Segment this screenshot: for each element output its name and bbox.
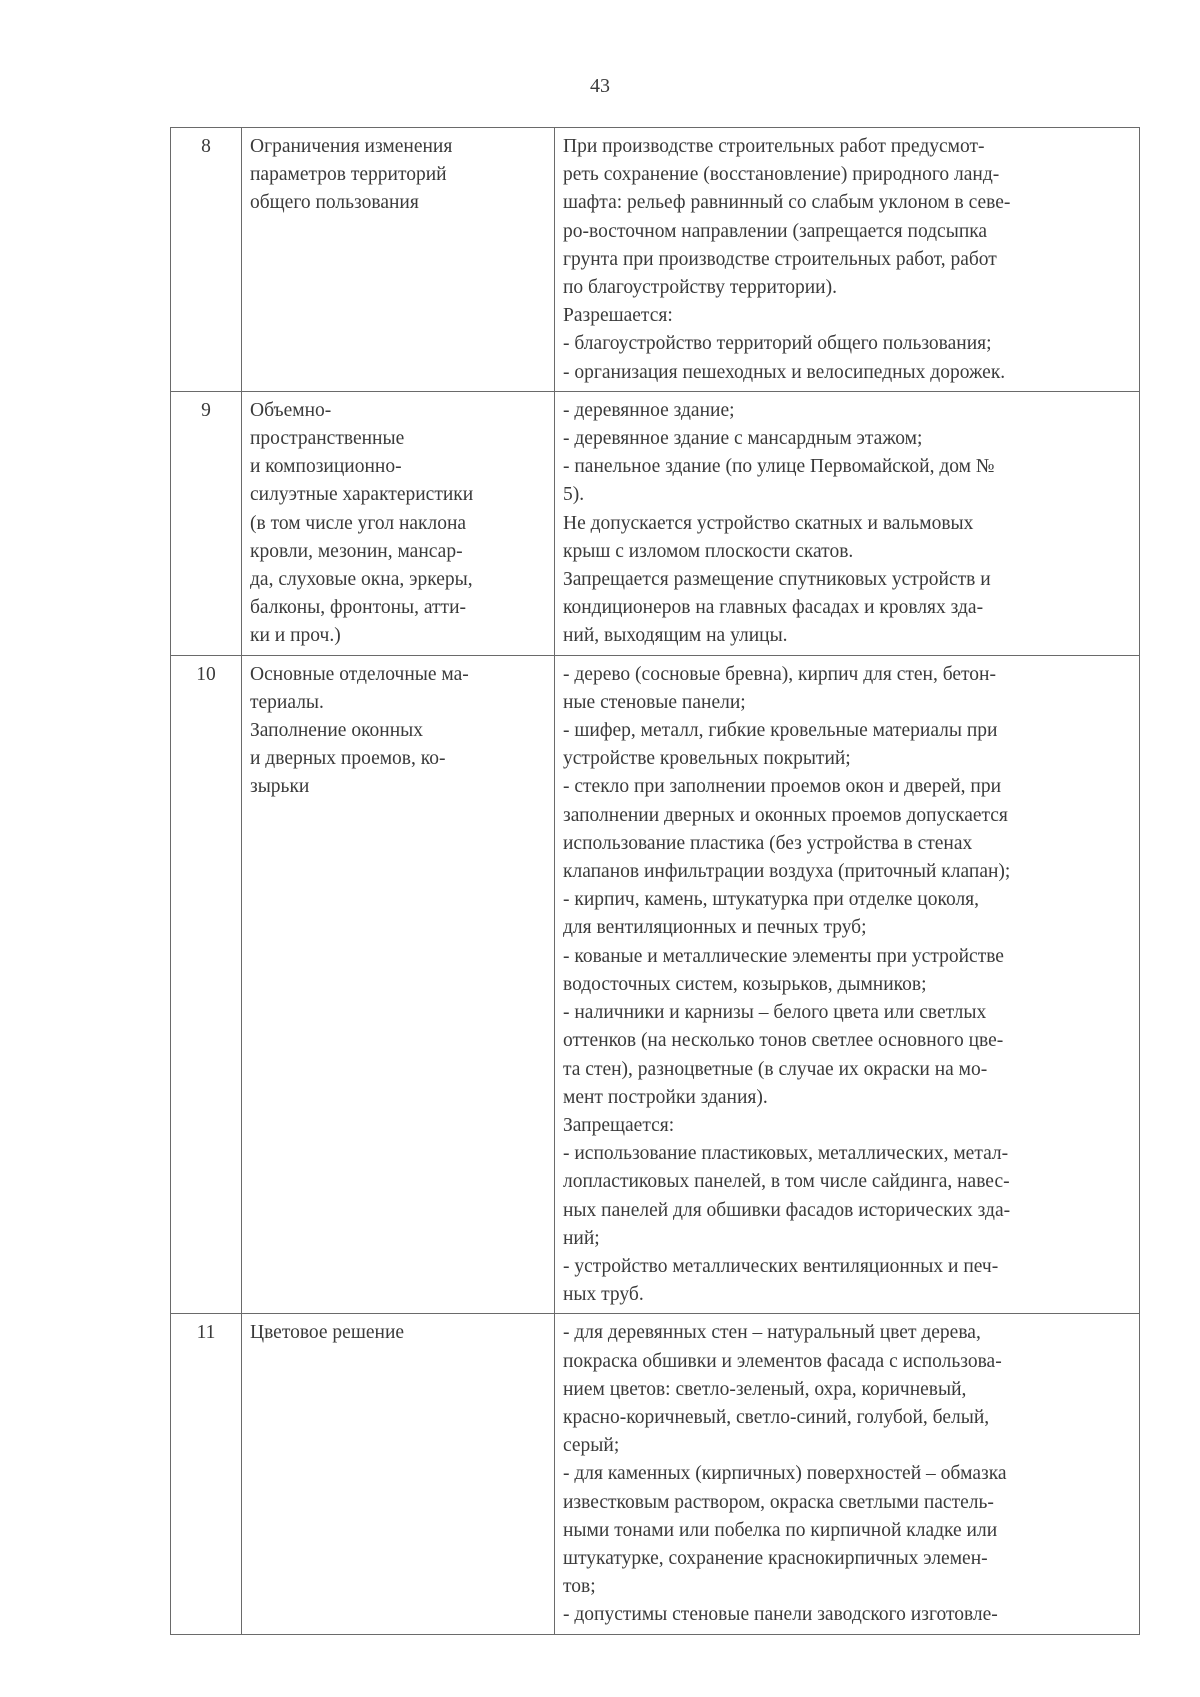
description-line: водосточных систем, козырьков, дымников;: [563, 973, 927, 995]
description-line: - деревянное здание;: [563, 399, 735, 421]
description-line: - использование пластиковых, металлических, метал-: [563, 1143, 1009, 1165]
table-body: [171, 128, 1140, 1635]
parameter-line: балконы, фронтоны, атти-: [250, 597, 466, 619]
description-line: лопластиковых панелей, в том числе сайдинга, навес-: [563, 1171, 1010, 1193]
parameter-cell: [242, 391, 555, 655]
parameter-line: ки и проч.): [250, 625, 341, 647]
description-line: - кованые и металлические элементы при устройстве: [563, 945, 1004, 967]
description-line: реть сохранение (восстановление) природного ланд-: [563, 164, 1000, 186]
parameter-line: Цветовое решение: [250, 1322, 405, 1344]
row-number-cell: 10: [171, 655, 242, 1314]
description-line: - допустимы стеновые панели заводского изготовле-: [563, 1604, 998, 1626]
description-line: крыш с изломом плоскости скатов.: [563, 540, 854, 562]
parameter-line: Заполнение оконных: [250, 720, 424, 742]
description-line: серый;: [563, 1435, 620, 1457]
parameter-line: силуэтные характеристики: [250, 484, 474, 506]
parameter-line: зырьки: [250, 776, 310, 798]
description-line: - стекло при заполнении проемов окон и дверей, при: [563, 776, 1002, 798]
description-line: - для каменных (кирпичных) поверхностей – обмазка: [563, 1463, 1007, 1485]
description-line: мент постройки здания).: [563, 1086, 768, 1108]
parameter-line: Основные отделочные ма-: [250, 663, 469, 685]
regulations-table: [170, 127, 1140, 1635]
parameter-line: (в том числе угол наклона: [250, 512, 467, 534]
parameter-cell: [242, 1314, 555, 1634]
description-line: клапанов инфильтрации воздуха (приточный клапан);: [563, 861, 1011, 883]
row-number-cell: 9: [171, 391, 242, 655]
table-row: [171, 128, 1140, 392]
description-line: Запрещается размещение спутниковых устройств и: [563, 569, 991, 591]
description-line: красно-коричневый, светло-синий, голубой, белый,: [563, 1406, 990, 1428]
description-line: та стен), разноцветные (в случае их окраски на мо-: [563, 1058, 988, 1080]
description-line: - благоустройство территорий общего пользования;: [563, 333, 992, 355]
parameter-line: параметров территорий: [250, 164, 447, 186]
parameter-line: кровли, мезонин, мансар-: [250, 540, 463, 562]
description-line: по благоустройству территории).: [563, 277, 837, 299]
parameter-line: териалы.: [250, 691, 324, 713]
description-line: - шифер, металл, гибкие кровельные материалы при: [563, 720, 998, 742]
parameter-cell: [242, 655, 555, 1314]
description-line: - организация пешеходных и велосипедных дорожек.: [563, 361, 1006, 383]
description-line: ными тонами или побелка по кирпичной кладке или: [563, 1519, 998, 1541]
description-line: покраска обшивки и элементов фасада с использова-: [563, 1350, 1002, 1372]
description-line: 5).: [563, 484, 585, 506]
parameter-cell: [242, 128, 555, 392]
description-line: ные стеновые панели;: [563, 691, 746, 713]
table-row: [171, 391, 1140, 655]
description-line: нием цветов: светло-зеленый, охра, коричневый,: [563, 1378, 967, 1400]
description-line: Не допускается устройство скатных и вальмовых: [563, 512, 974, 534]
table-row: [171, 655, 1140, 1314]
page-number: 43: [590, 75, 610, 97]
description-line: - деревянное здание с мансардным этажом;: [563, 428, 923, 450]
description-line: оттенков (на несколько тонов светлее основного цве-: [563, 1030, 1004, 1052]
description-cell: [555, 391, 1140, 655]
table-row: [171, 1314, 1140, 1634]
parameter-line: Объемно-: [250, 399, 332, 421]
description-cell: [555, 128, 1140, 392]
description-line: шафта: рельеф равнинный со слабым уклоном в севе-: [563, 192, 1011, 214]
description-line: Запрещается:: [563, 1114, 675, 1136]
description-line: - устройство металлических вентиляционных и печ-: [563, 1255, 999, 1277]
description-line: кондиционеров на главных фасадах и кровлях зда-: [563, 597, 984, 619]
description-line: штукатурке, сохранение краснокирпичных элемен-: [563, 1547, 988, 1569]
parameter-line: да, слуховые окна, эркеры,: [250, 569, 473, 591]
description-line: ных труб.: [563, 1284, 644, 1306]
description-line: устройстве кровельных покрытий;: [563, 748, 851, 770]
description-line: - панельное здание (по улице Первомайской, дом №: [563, 456, 995, 478]
parameter-line: пространственные: [250, 428, 405, 450]
row-number-cell: 8: [171, 128, 242, 392]
description-line: - для деревянных стен – натуральный цвет дерева,: [563, 1322, 981, 1344]
description-line: тов;: [563, 1576, 596, 1598]
description-cell: [555, 1314, 1140, 1634]
description-line: для вентиляционных и печных труб;: [563, 917, 867, 939]
description-line: ных панелей для обшивки фасадов исторических зда-: [563, 1199, 1011, 1221]
parameter-line: общего пользования: [250, 192, 419, 214]
description-line: грунта при производстве строительных работ, работ: [563, 248, 997, 270]
description-cell: [555, 655, 1140, 1314]
description-line: Разрешается:: [563, 305, 673, 327]
description-line: заполнении дверных и оконных проемов допускается: [563, 804, 1008, 826]
description-line: использование пластика (без устройства в стенах: [563, 832, 973, 854]
description-line: - кирпич, камень, штукатурка при отделке цоколя,: [563, 889, 980, 911]
description-line: известковым раствором, окраска светлыми пастель-: [563, 1491, 994, 1513]
parameter-line: и композиционно-: [250, 456, 402, 478]
description-line: При производстве строительных работ предусмот-: [563, 136, 985, 157]
description-line: - наличники и карнизы – белого цвета или светлых: [563, 1002, 987, 1024]
description-line: ро-восточном направлении (запрещается подсыпка: [563, 220, 988, 242]
description-line: ний, выходящим на улицы.: [563, 625, 788, 647]
description-line: ний;: [563, 1227, 600, 1249]
parameter-line: Ограничения изменения: [250, 136, 453, 157]
row-number-cell: 11: [171, 1314, 242, 1634]
description-line: - дерево (сосновые бревна), кирпич для стен, бетон-: [563, 663, 996, 685]
parameter-line: и дверных проемов, ко-: [250, 748, 446, 770]
